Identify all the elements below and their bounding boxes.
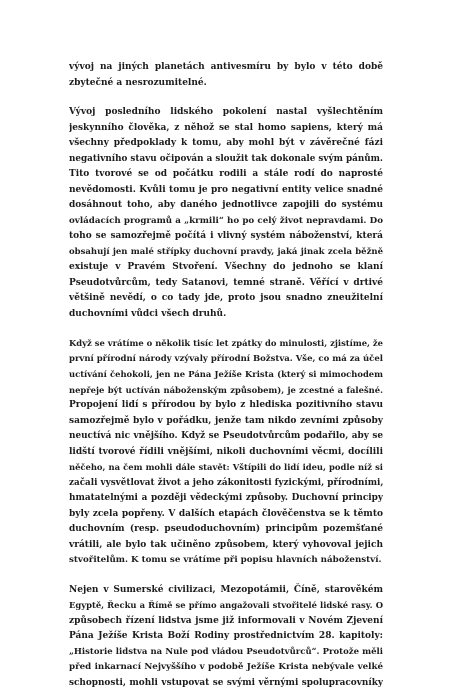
text-line: nepřeje být uctíván náboženským způsobem), je zcestné a falešné. — [69, 383, 383, 399]
text-line: dosáhnout toho, aby daného jednotlivce zapojili do systému — [69, 198, 383, 214]
text-line: něčeho, na čem mohli dále stavět: Vštípili do lidí ideu, podle níž si — [69, 460, 383, 476]
text-line: lidští tvorové řídili vnějšími, nikoli duchovními věcmi, docílili — [69, 445, 383, 461]
text-line: uctívání čehokoli, jen ne Pána Ježíše Krista (který si mimochodem — [69, 367, 383, 383]
text-line: Když se vrátíme o několik tisíc let zpátky do minulosti, zjistíme, že — [69, 336, 383, 352]
text-line: před inkarnací Nejvyššího v podobě Ježíše Krista nebývale velké — [69, 660, 383, 676]
text-line: Egyptě, Řecku a Římě se přímo angažovali stvořitelé lidské rasy. O — [69, 598, 383, 614]
text-line: zbytečné a nesrozumitelné. — [69, 76, 383, 92]
text-line: duchovními vůdci všech druhů. — [69, 307, 383, 323]
text-line: toho se samozřejmě počítá i vlivný systém náboženství, která — [69, 229, 383, 245]
text-line: samozřejmě bylo v pořádku, jenže tam nikdo zevními způsoby — [69, 414, 383, 430]
text-line: vývoj na jiných planetách antivesmíru by bylo v této době — [69, 60, 383, 76]
text-line: většině nevědí, o co tady jde, proto jsou snadno zneužitelní — [69, 291, 383, 307]
text-line: ovládacích programů a „krmili“ ho po celý život nepravdami. Do — [69, 214, 383, 230]
text-line: existuje v Pravém Stvoření. Všechny do jednoho se klaní — [69, 260, 383, 276]
text-line: nevědomosti. Kvůli tomu je pro negativní entity velice snadné — [69, 183, 383, 199]
text-line: stvořitelům. K tomu se vrátíme při popisu hlavních náboženství. — [69, 553, 383, 569]
text-line: byly zcela popřeny. V dalších etapách člověčenstva se k těmto — [69, 507, 383, 523]
text-line: způsobech řízení lidstva jsme již informovali v Novém Zjevení — [69, 614, 383, 630]
text-line: neuctívá nic vnějšího. Když se Pseudotvůrcům podařilo, aby se — [69, 429, 383, 445]
text-line: začali vysvětlovat život a jeho zákonitosti fyzickými, přírodními, — [69, 476, 383, 492]
text-line: obsahují jen malé střípky duchovní pravdy, jaká jinak zcela běžně — [69, 245, 383, 261]
text-line: Pána Ježíše Krista Boží Rodiny prostřednictvím 28. kapitoly: — [69, 629, 383, 645]
text-line: „Historie lidstva na Nule pod vládou Pseudotvůrců“. Protože měli — [69, 645, 383, 661]
text-line: Vývoj posledního lidského pokolení nastal vyšlechtěním — [69, 105, 383, 121]
paragraph-1 — [69, 60, 383, 91]
text-line: vrátili, ale bylo tak učiněno způsobem, který vyhovoval jejich — [69, 538, 383, 554]
text-line: duchovním (resp. pseudoduchovním) principům pozemšťané — [69, 522, 383, 538]
text-line: první přírodní národy vzývaly přírodní Božstva. Vše, co má za účel — [69, 352, 383, 368]
text-line: schopnosti, mohli vstupovat se svými věrnými spolupracovníky — [69, 676, 383, 691]
text-line: Pseudotvůrcům, tedy Satanovi, temné straně. Věřící v drtivé — [69, 276, 383, 292]
text-line: Propojení lidí s přírodou by bylo z hlediska pozitivního stavu — [69, 398, 383, 414]
paragraph-4 — [69, 583, 383, 691]
text-line: hmatatelnými a později vědeckými způsoby. Duchovní principy — [69, 491, 383, 507]
paragraph-2 — [69, 105, 383, 322]
paragraph-3 — [69, 336, 383, 569]
text-line: negativního stavu očipován a sloužit tak dokonale svým pánům. — [69, 152, 383, 168]
text-line: všechny předpoklady k tomu, aby mohl být v závěrečné fázi — [69, 136, 383, 152]
text-line: Tito tvorové se od počátku rodili a stále rodí do naprosté — [69, 167, 383, 183]
text-line: Nejen v Sumerské civilizaci, Mezopotámii, Číně, starověkém — [69, 583, 383, 599]
text-line: jeskynního člověka, z něhož se stal homo sapiens, který má — [69, 121, 383, 137]
